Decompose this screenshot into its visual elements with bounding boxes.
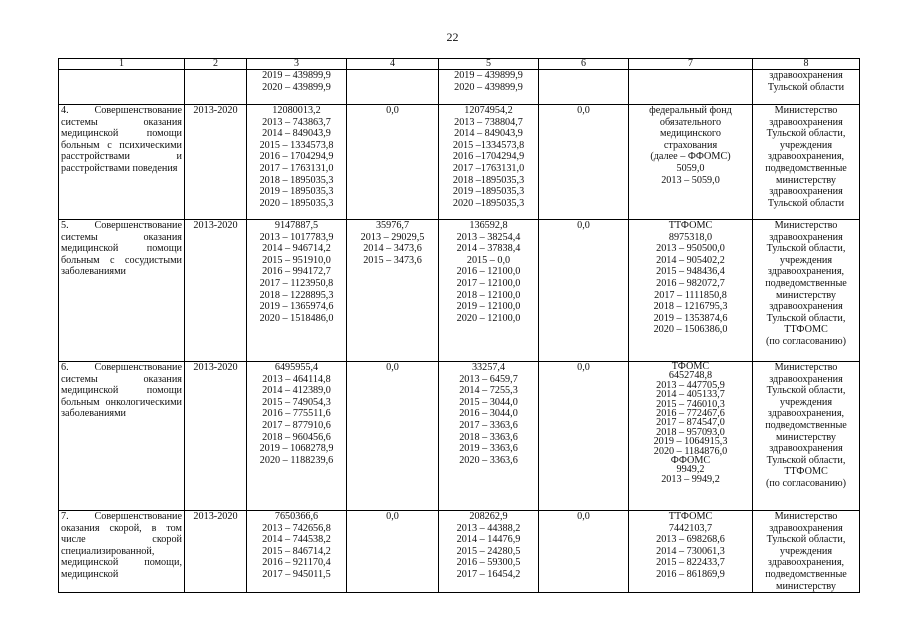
cell-line: 2017 – 12100,0 — [456, 277, 521, 289]
cell-line: ТФОМС — [671, 361, 710, 372]
cell-line: здравоохранения, — [767, 151, 845, 163]
period-cell: 2013-2020 — [185, 220, 247, 362]
cell-line: 2015 – 746010,3 — [656, 398, 725, 410]
cell-line: учреждения — [779, 396, 833, 408]
executors-cell — [753, 220, 860, 362]
cell-line: здравоохранения — [769, 443, 843, 455]
column-header: 4 — [347, 59, 439, 70]
cell-line: 6452748,8 — [668, 370, 713, 382]
cell-line: подведомственные — [765, 277, 847, 289]
table-row — [59, 362, 860, 511]
header-row — [59, 59, 860, 70]
cell-line: 2017 – 3363,6 — [459, 419, 518, 431]
federal-budget-cell — [347, 362, 439, 511]
cell-line: 12080013,2 — [272, 105, 321, 116]
cell-line: 2016 – 982072,7 — [656, 277, 725, 289]
cell-line: здравоохранения — [769, 522, 843, 534]
cell-line: 208262,9 — [469, 511, 508, 522]
cell-line: 2015 – 951910,0 — [262, 254, 331, 266]
executors-cell — [753, 362, 860, 511]
cell-line: 2014 – 7255,3 — [459, 385, 518, 397]
cell-line: 2020 – 1506386,0 — [653, 324, 728, 336]
cell-line: 2013 – 38254,4 — [456, 231, 521, 243]
cell-line: (по согласованию) — [765, 335, 847, 347]
cell-line: 2016 – 994172,7 — [262, 266, 331, 278]
federal-budget-cell — [347, 70, 439, 105]
cell-line: 2013 – 698268,6 — [656, 534, 725, 546]
cell-line: здравоохранения — [769, 373, 843, 385]
cell-line: учреждения — [779, 139, 833, 151]
cell-line: 2014 – 37838,4 — [456, 243, 521, 255]
cell-line: 5059,0 — [676, 162, 705, 174]
cell-line: 6. Совершенствование системы оказания медицинской помощи больным онкологическими заболеваниями — [61, 362, 182, 420]
cell-line: 2020 – 12100,0 — [456, 312, 521, 324]
regional-budget-cell — [247, 511, 347, 593]
event-name-cell — [59, 362, 185, 511]
local-budget-cell: 0,0 — [539, 362, 629, 511]
cell-line: 2013 – 464114,8 — [262, 373, 331, 385]
cell-line: Министерство — [774, 362, 838, 373]
event-name-cell — [59, 511, 185, 593]
funds-source-cell — [629, 70, 753, 105]
cell-line: 2014 – 412389,0 — [262, 385, 331, 397]
cell-line: 2015 – 24280,5 — [456, 545, 521, 557]
cell-line: 2014 – 3473,6 — [363, 243, 422, 255]
funds-source-cell — [629, 362, 753, 511]
cell-line: подведомственные — [765, 568, 847, 580]
cell-line: 2015 –1334573,8 — [452, 139, 525, 151]
local-budget-cell: 0,0 — [539, 105, 629, 220]
cell-line: 2019 – 1895035,3 — [259, 186, 334, 198]
regional-budget-cell — [247, 220, 347, 362]
cell-line: 2016 – 861869,9 — [656, 568, 725, 580]
cell-line: 2017 – 874547,0 — [656, 417, 725, 429]
cell-line: 2015 – 846714,2 — [262, 545, 331, 557]
cell-line: 2019 – 1353874,6 — [653, 312, 728, 324]
regional-program-cell — [439, 220, 539, 362]
cell-line: 2017 – 1763131,0 — [259, 162, 334, 174]
cell-line: 2016 – 921170,4 — [262, 557, 331, 569]
column-header: 7 — [629, 59, 753, 70]
cell-line: 2013 – 742656,8 — [262, 522, 331, 534]
column-header: 2 — [185, 59, 247, 70]
cell-line: 2016 – 772467,6 — [656, 408, 725, 420]
cell-line: страхования — [663, 139, 718, 151]
cell-line: 2020 – 1188239,6 — [259, 454, 334, 466]
cell-line: министерству — [776, 580, 836, 592]
cell-line: 2015 – 822433,7 — [656, 557, 725, 569]
cell-line: 6495955,4 — [274, 362, 319, 373]
cell-line: 2019 – 439899,9 — [454, 70, 523, 81]
cell-line: здравоохранения — [769, 231, 843, 243]
cell-line: 2017 – 16454,2 — [456, 568, 521, 580]
cell-line: 2015 – 1334573,8 — [259, 139, 334, 151]
cell-line: ФФОМС — [670, 455, 711, 467]
cell-line: Тульской области, — [766, 243, 846, 255]
regional-program-cell — [439, 70, 539, 105]
cell-line: 2018 – 3363,6 — [459, 431, 518, 443]
cell-line: 2016 – 775511,6 — [262, 408, 331, 420]
cell-line: 0,0 — [386, 362, 399, 373]
cell-line: 7442103,7 — [668, 522, 713, 534]
cell-line: 2016 – 12100,0 — [456, 266, 521, 278]
cell-line: 2017 – 1111850,8 — [654, 289, 727, 301]
cell-line: 2020 – 1518486,0 — [259, 312, 334, 324]
executors-cell — [753, 511, 860, 593]
cell-line: 2016 – 59300,5 — [456, 557, 521, 569]
cell-line: (далее – ФФОМС) — [650, 151, 731, 163]
cell-line: 2018 –1895035,3 — [452, 174, 525, 186]
federal-budget-cell — [347, 105, 439, 220]
cell-line: 2019 – 3363,6 — [459, 443, 518, 455]
cell-line: 7650366,6 — [274, 511, 319, 522]
cell-line: 35976,7 — [375, 220, 410, 231]
cell-line: Тульской области — [767, 81, 845, 93]
cell-line: федеральный фонд — [649, 105, 732, 116]
cell-line: 2017 –1763131,0 — [452, 162, 525, 174]
period-cell: 2013-2020 — [185, 511, 247, 593]
federal-budget-cell — [347, 220, 439, 362]
cell-line: 2018 – 1895035,3 — [259, 174, 334, 186]
cell-line: Министерство — [774, 220, 838, 231]
funds-source-cell — [629, 105, 753, 220]
cell-line: 2013 – 44388,2 — [456, 522, 521, 534]
cell-line: здравоохранения, — [767, 408, 845, 420]
event-name-cell — [59, 70, 185, 105]
cell-line: 2017 – 1123950,8 — [259, 277, 334, 289]
cell-line: 2020 – 3363,6 — [459, 454, 518, 466]
column-header: 3 — [247, 59, 347, 70]
column-header: 1 — [59, 59, 185, 70]
cell-line: 2018 – 1228895,3 — [259, 289, 334, 301]
cell-line: 2015 – 3044,0 — [459, 396, 518, 408]
cell-line: 7. Совершенствование оказания скорой, в том числе скорой специализированной, медицинской помощи, медицинской — [61, 511, 182, 580]
cell-line: 2018 – 960456,6 — [262, 431, 331, 443]
cell-line: 2018 – 957093,0 — [656, 426, 725, 438]
table-row — [59, 220, 860, 362]
cell-line: 2013 – 738804,7 — [454, 116, 523, 128]
page-number: 22 — [446, 30, 459, 44]
cell-line: здравоохранения — [769, 186, 843, 198]
cell-line: 2015 – 948436,4 — [656, 266, 725, 278]
cell-line: министерству — [776, 431, 836, 443]
cell-line: 4. Совершенствование системы оказания медицинской помощи больным с психическими расстройствами и расстройствами поведения — [61, 105, 182, 174]
cell-line: здравоохранения — [769, 116, 843, 128]
budget-table — [58, 58, 860, 593]
cell-line: здравоохранения — [769, 301, 843, 313]
cell-line: 33257,4 — [471, 362, 506, 373]
cell-line: ТТФОМС — [784, 466, 828, 478]
cell-line: 2020 – 1895035,3 — [259, 197, 334, 209]
cell-line: 2018 – 12100,0 — [456, 289, 521, 301]
cell-line: министерству — [776, 289, 836, 301]
cell-line: 2013 – 6459,7 — [459, 373, 518, 385]
cell-line: 2014 – 849043,9 — [262, 128, 331, 140]
period-cell — [185, 70, 247, 105]
cell-line: 2016 –1704294,9 — [452, 151, 525, 163]
table-row — [59, 70, 860, 105]
cell-line: 2015 – 749054,3 — [262, 396, 331, 408]
cell-line: обязательного — [659, 116, 722, 128]
cell-line: 2019 – 12100,0 — [456, 301, 521, 313]
cell-line: 2020 –1895035,3 — [452, 197, 525, 209]
cell-line: подведомственные — [765, 162, 847, 174]
cell-line: Министерство — [774, 511, 838, 522]
column-header: 8 — [753, 59, 860, 70]
cell-line: Тульской области, — [766, 454, 846, 466]
cell-line: 2019 – 439899,9 — [262, 70, 331, 81]
cell-line: 2019 – 1068278,9 — [259, 443, 334, 455]
cell-line: учреждения — [779, 254, 833, 266]
regional-program-cell — [439, 362, 539, 511]
cell-line: здравоохранения, — [767, 266, 845, 278]
cell-line: ТТФОМС — [668, 220, 713, 231]
cell-line: учреждения — [779, 545, 833, 557]
regional-program-cell — [439, 511, 539, 593]
cell-line: Тульской области, — [766, 385, 846, 397]
cell-line: 136592,8 — [469, 220, 508, 231]
cell-line: подведомственные — [765, 419, 847, 431]
cell-line: 2020 – 439899,9 — [454, 81, 523, 93]
period-cell: 2013-2020 — [185, 105, 247, 220]
cell-line: Министерство — [774, 105, 838, 116]
regional-program-cell — [439, 105, 539, 220]
event-name-cell — [59, 105, 185, 220]
cell-line: 2017 – 945011,5 — [262, 568, 331, 580]
cell-line: 2013 – 1017783,9 — [259, 231, 334, 243]
cell-line: Тульской области — [767, 197, 845, 209]
funds-source-cell — [629, 220, 753, 362]
cell-line: Тульской области, — [766, 128, 846, 140]
local-budget-cell: 0,0 — [539, 220, 629, 362]
cell-line: 2016 – 1704294,9 — [259, 151, 334, 163]
executors-cell — [753, 105, 860, 220]
cell-line: 2015 – 3473,6 — [363, 254, 422, 266]
cell-line: 2013 – 743863,7 — [262, 116, 331, 128]
cell-line: 2014 – 905402,2 — [656, 254, 725, 266]
cell-line: 2018 – 1216795,3 — [653, 301, 728, 313]
cell-line: 2014 – 14476,9 — [456, 534, 521, 546]
cell-line: медицинского — [660, 128, 721, 140]
cell-line: 2019 – 1365974,6 — [259, 301, 334, 313]
cell-line: Тульской области, — [766, 534, 846, 546]
regional-budget-cell — [247, 70, 347, 105]
event-name-cell — [59, 220, 185, 362]
federal-budget-cell — [347, 511, 439, 593]
cell-line: 0,0 — [386, 105, 399, 116]
cell-line: 2015 – 0,0 — [466, 254, 511, 266]
cell-line: 2020 – 439899,9 — [262, 81, 331, 93]
cell-line: 2013 – 447705,9 — [656, 379, 725, 391]
column-header: 5 — [439, 59, 539, 70]
executors-cell — [753, 70, 860, 105]
cell-line: 2013 – 9949,2 — [661, 473, 720, 485]
cell-line: 2020 – 1184876,0 — [653, 445, 728, 457]
cell-line: (по согласованию) — [765, 477, 847, 489]
local-budget-cell — [539, 70, 629, 105]
cell-line: 8975318,0 — [668, 231, 713, 243]
cell-line: 2017 – 877910,6 — [262, 419, 331, 431]
funds-source-cell — [629, 511, 753, 593]
cell-line: 2014 – 849043,9 — [454, 128, 523, 140]
cell-line: 2013 – 29029,5 — [360, 231, 425, 243]
period-cell: 2013-2020 — [185, 362, 247, 511]
cell-line: ТТФОМС — [668, 511, 713, 522]
regional-budget-cell — [247, 362, 347, 511]
cell-line: 9147887,5 — [274, 220, 319, 231]
cell-line: 12074954,2 — [464, 105, 513, 116]
local-budget-cell: 0,0 — [539, 511, 629, 593]
cell-line: здравоохранения — [769, 70, 843, 81]
column-header: 6 — [539, 59, 629, 70]
cell-line: министерству — [776, 174, 836, 186]
cell-line: 2019 – 1064915,3 — [653, 436, 728, 448]
cell-line: 2013 – 950500,0 — [656, 243, 725, 255]
cell-line: 2014 – 744538,2 — [262, 534, 331, 546]
regional-budget-cell — [247, 105, 347, 220]
cell-line: ТТФОМС — [784, 324, 828, 336]
cell-line: 2016 – 3044,0 — [459, 408, 518, 420]
cell-line: 5. Совершенствование системы оказания медицинской помощи больным с сосудистыми заболеваниями — [61, 220, 182, 278]
cell-line: 2019 –1895035,3 — [452, 186, 525, 198]
table-row — [59, 511, 860, 593]
cell-line: 0,0 — [386, 511, 399, 522]
cell-line: 2014 – 405133,7 — [656, 389, 725, 401]
cell-line: 2013 – 5059,0 — [661, 174, 720, 186]
cell-line: здравоохранения, — [767, 557, 845, 569]
cell-line: 2014 – 730061,3 — [656, 545, 725, 557]
cell-line: 9949,2 — [676, 464, 705, 476]
cell-line: 2014 – 946714,2 — [262, 243, 331, 255]
cell-line: Тульской области, — [766, 312, 846, 324]
table-row — [59, 105, 860, 220]
